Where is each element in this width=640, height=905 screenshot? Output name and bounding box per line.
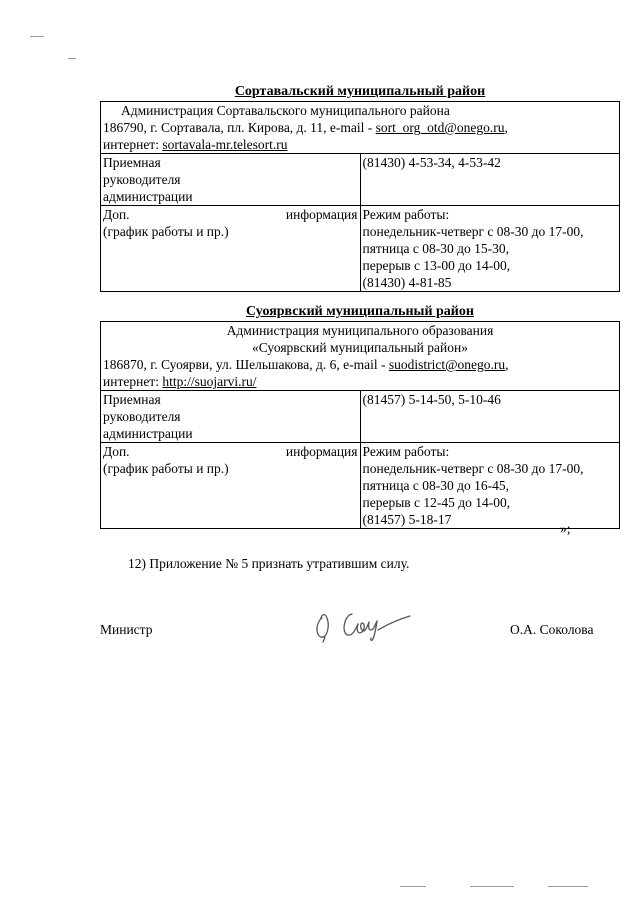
signatory-name: О.А. Соколова bbox=[510, 622, 594, 637]
sortavala-internet: интернет: sortavala-mr.telesort.ru bbox=[103, 137, 288, 152]
sortavala-table bbox=[100, 101, 620, 292]
signature-strokes bbox=[317, 614, 410, 642]
signature-position: Министр bbox=[100, 622, 153, 637]
sortavala-reception-phone: (81430) 4-53-34, 4-53-42 bbox=[360, 154, 620, 206]
closing-quote: »; bbox=[560, 521, 571, 536]
scan-mark bbox=[68, 58, 76, 59]
sortavala-internet-link[interactable]: sortavala-mr.telesort.ru bbox=[162, 137, 288, 152]
suojarvi-admin-2: «Суоярвский муниципальный район» bbox=[252, 340, 468, 355]
suojarvi-extra-label: Доп. информация (график работы и пр.) bbox=[101, 443, 361, 529]
suojarvi-internet-link[interactable]: http://suojarvi.ru/ bbox=[162, 374, 257, 389]
sortavala-admin-cell bbox=[101, 102, 620, 154]
suojarvi-reception-phone: (81457) 5-14-50, 5-10-46 bbox=[360, 391, 620, 443]
sortavala-admin: Администрация Сортавальского муниципального района bbox=[121, 103, 450, 118]
suojarvi-internet: интернет: http://suojarvi.ru/ bbox=[103, 374, 257, 389]
sortavala-extra-label: Доп. информация (график работы и пр.) bbox=[101, 206, 361, 292]
suojarvi-admin-1: Администрация муниципального образования bbox=[226, 323, 494, 338]
scan-mark bbox=[548, 886, 588, 887]
suojarvi-table bbox=[100, 321, 620, 529]
suojarvi-email-link[interactable]: suodistrict@onego.ru bbox=[388, 357, 506, 372]
scan-mark bbox=[400, 886, 426, 887]
sortavala-schedule: Режим работы: понедельник-четверг с 08-30 до 17-00, пятница с 08-30 до 15-30, перерыв с 13-00 до 14-00, (81430) 4-81-85 bbox=[360, 206, 620, 292]
scan-mark bbox=[30, 36, 44, 37]
handwritten-signature bbox=[312, 604, 424, 644]
suojarvi-schedule: Режим работы: понедельник-четверг с 08-30 до 17-00, пятница с 08-30 до 16-45, перерыв с 12-45 до 14-00, (81457) 5-18-17 bbox=[360, 443, 620, 529]
sortavala-email-link[interactable]: sort_org_otd@onego.ru bbox=[375, 120, 505, 135]
suojarvi-address: 186870, г. Суоярви, ул. Шельшакова, д. 6, e-mail - suodistrict@onego.ru, bbox=[103, 357, 509, 372]
suojarvi-admin-cell bbox=[101, 322, 620, 391]
suojarvi-reception-label: Приемная руководителя администрации bbox=[101, 391, 361, 443]
sortavala-address: 186790, г. Сортавала, пл. Кирова, д. 11, e-mail - sort_org_otd@onego.ru, bbox=[103, 120, 508, 135]
item-12-text: 12) Приложение № 5 признать утратившим силу. bbox=[128, 556, 410, 571]
suojarvi-heading: Суоярвский муниципальный район bbox=[246, 304, 474, 319]
sortavala-heading: Сортавальский муниципальный район bbox=[234, 84, 486, 99]
scan-mark bbox=[470, 886, 514, 887]
sortavala-reception-label: Приемная руководителя администрации bbox=[101, 154, 361, 206]
